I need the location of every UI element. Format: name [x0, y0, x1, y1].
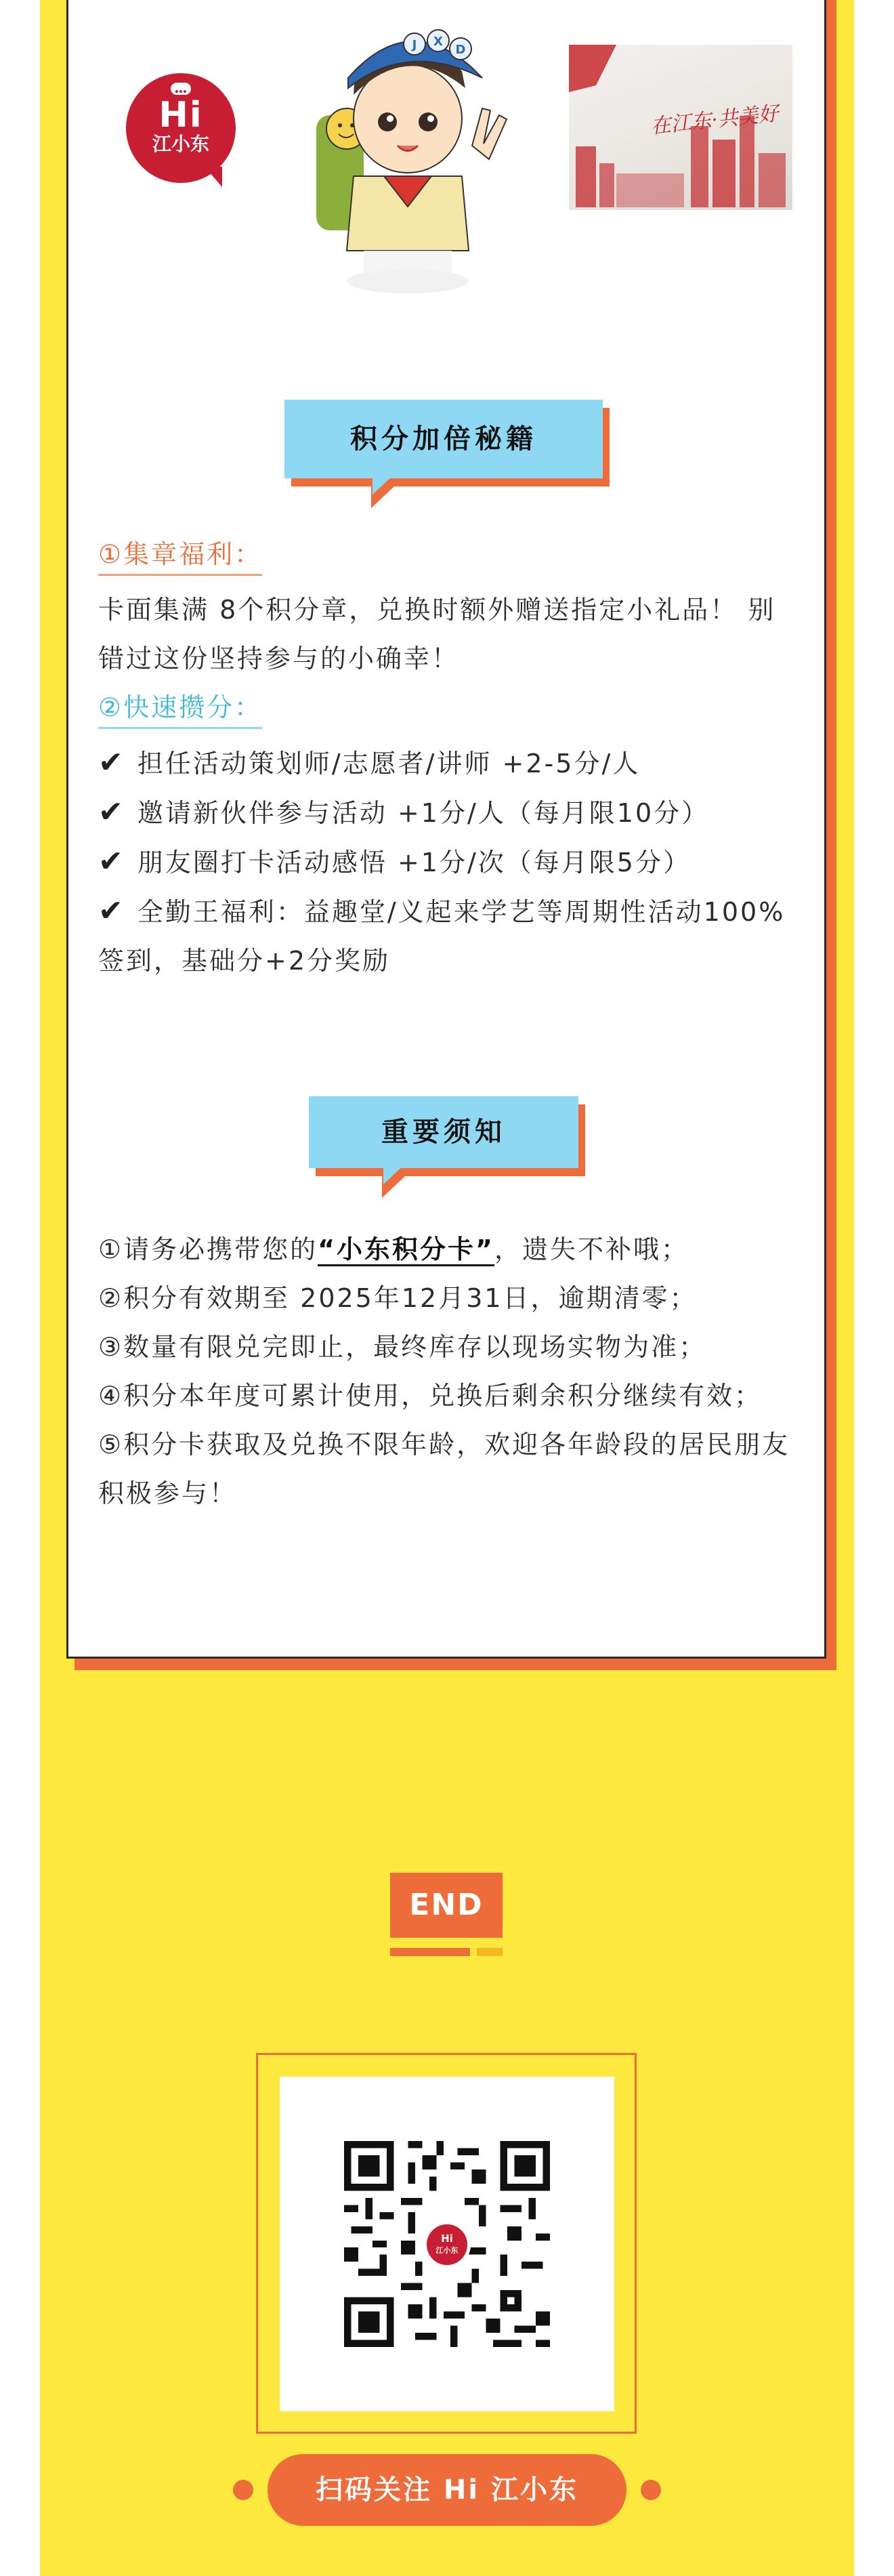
bonus-banner-title: 积分加倍秘籍: [284, 400, 603, 478]
speech-bubble-icon: [171, 83, 191, 95]
check-icon: ✔: [98, 745, 125, 780]
notice-item-2: ②积分有效期至 2025年12月31日，逾期清零；: [98, 1283, 698, 1313]
fast-heading: ②快速攒分：: [98, 688, 262, 729]
list-item: ✔ 全勤王福利：益趣堂/义起来学艺等周期性活动100%签到，基础分+2分奖励: [98, 894, 786, 976]
notice-item-3: ③数量有限兑完即止，最终库存以现场实物为准；: [98, 1332, 707, 1362]
end-badge: END: [390, 1873, 503, 1938]
svg-text:J: J: [412, 38, 417, 52]
event-photo: [569, 45, 792, 210]
qr-center-logo: [423, 2221, 471, 2268]
svg-text:X: X: [433, 35, 443, 49]
logo-name-text: 江小东: [152, 133, 209, 155]
qr-logo-hi: Hi: [441, 2232, 453, 2245]
qr-logo-name: 江小东: [435, 2246, 459, 2255]
check-icon: ✔: [98, 844, 125, 879]
notice-section: [98, 1225, 792, 1518]
notice-banner-title: 重要须知: [309, 1096, 578, 1168]
photo-caption: 在江东·共美好: [650, 102, 780, 139]
hi-jiangxiaodong-logo: [126, 73, 236, 183]
end-underline-accent: [477, 1948, 503, 1956]
list-item: ✔ 邀请新伙伴参与活动 +1分/人（每月限10分）: [98, 795, 710, 829]
collect-heading: ①集章福利：: [98, 535, 262, 576]
svg-text:D: D: [455, 43, 466, 57]
notice-item-5: ⑤积分卡获取及兑换不限年龄，欢迎各年龄段的居民朋友积极参与！: [98, 1430, 790, 1508]
list-item: ✔ 担任活动策划师/志愿者/讲师 +2-5分/人: [98, 745, 641, 780]
end-underline: [390, 1948, 470, 1956]
check-icon: ✔: [98, 795, 125, 829]
logo-hi-text: Hi: [158, 95, 203, 136]
notice-item-4: ④积分本年度可累计使用，兑换后剩余积分继续有效；: [98, 1381, 763, 1411]
scan-follow-label: 扫码关注 Hi 江小东: [268, 2454, 626, 2526]
mascot-illustration: [306, 14, 530, 298]
check-icon: ✔: [98, 894, 125, 928]
bonus-banner: [284, 400, 616, 515]
bonus-section: [98, 530, 792, 985]
collect-text: 卡面集满 8个积分章，兑换时额外赠送指定小礼品！ 别错过这份坚持参与的小确幸！: [98, 595, 776, 673]
decor-dot-left: [233, 2480, 253, 2500]
notice-item-1: ①请务必携带您的“小东积分卡”，遗失不补哦；: [98, 1225, 792, 1274]
list-item: ✔ 朋友圈打卡活动感悟 +1分/次（每月限5分）: [98, 844, 691, 879]
notice-banner: [309, 1096, 593, 1211]
decor-dot-right: [641, 2480, 661, 2500]
points-card-name: “小东积分卡”: [318, 1234, 494, 1266]
